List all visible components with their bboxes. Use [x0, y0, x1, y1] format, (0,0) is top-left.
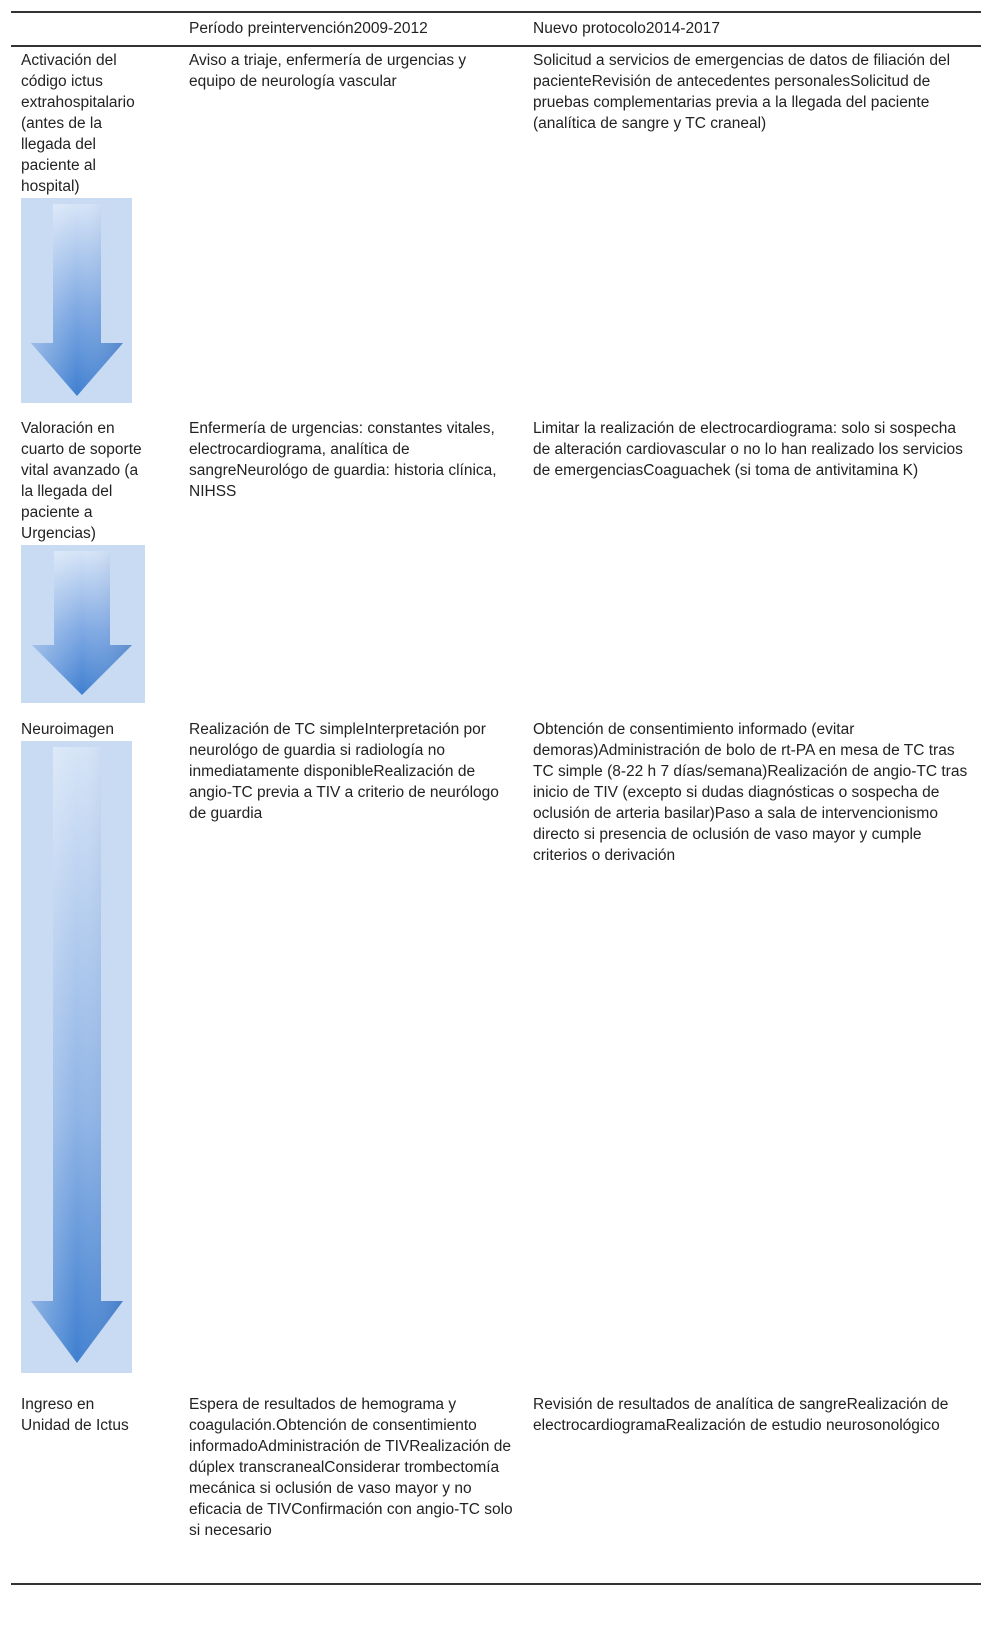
table-row [11, 415, 981, 716]
stage-cell [11, 46, 179, 415]
table-body [11, 46, 981, 1584]
new-protocol-cell: Obtención de consentimiento informado (evitar demoras)Administración de bolo de rt-PA en mesa de TC tras TC simple (8-22 h 7 días/semana)Realización de angio-TC tras inicio de TIV (excepto si dudas diagnósticas o sospecha de oclusión de arteria basilar)Paso a sala de intervencionismo directo si presencia de oclusión de vaso mayor y cumple criterios o derivación [533, 721, 968, 864]
header-preintervention: Período preintervención2009-2012 [189, 20, 428, 37]
new-protocol-cell: Revisión de resultados de analítica de sangreRealización de electrocardiogramaRealización de estudio neurosonológico [533, 1396, 949, 1434]
stage-cell [11, 415, 179, 716]
table-row [11, 46, 981, 415]
preintervention-cell: Enfermería de urgencias: constantes vitales, electrocardiograma, analítica de sangreNeurológo de guardia: historia clínica, NIHSS [189, 420, 497, 500]
preintervention-cell: Aviso a triaje, enfermería de urgencias y equipo de neurología vascular [189, 52, 467, 90]
preintervention-cell: Espera de resultados de hemograma y coagulación.Obtención de consentimiento informadoAdministración de TIVRealización de dúplex transcranealConsiderar trombectomía mecánica si oclusión de vaso mayor y no eficacia de TIVConfirmación con angio-TC solo si necesario [189, 1396, 513, 1539]
table-header [11, 12, 981, 46]
down-arrow-icon [21, 545, 145, 703]
preintervention-cell: Realización de TC simpleInterpretación por neurológo de guardia si radiología no inmediatamente disponibleRealización de angio-TC previa a TIV a criterio de neurólogo de guardia [189, 721, 499, 822]
protocol-table-container [11, 11, 981, 1585]
table-row [11, 1391, 981, 1584]
new-protocol-cell: Solicitud a servicios de emergencias de datos de filiación del pacienteRevisión de antecedentes personalesSolicitud de pruebas complementarias previa a la llegada del paciente (analítica de sangre y TC craneal) [533, 52, 951, 132]
protocol-comparison-table [11, 11, 981, 1585]
stage-label: Ingreso en Unidad de Ictus [21, 1396, 129, 1434]
stage-cell [11, 716, 179, 1391]
table-row [11, 716, 981, 1391]
stage-label: Valoración en cuarto de soporte vital avanzado (a la llegada del paciente a Urgencias) [21, 420, 142, 542]
stage-label: Activación del código ictus extrahospitalario (antes de la llegada del paciente al hospital) [21, 52, 135, 195]
stage-label: Neuroimagen [21, 721, 115, 738]
down-arrow-icon [21, 741, 132, 1373]
stage-cell [11, 1391, 179, 1584]
header-stage [11, 12, 179, 46]
down-arrow-icon [21, 198, 132, 403]
new-protocol-cell: Limitar la realización de electrocardiograma: solo si sospecha de alteración cardiovascular o no lo han realizado los servicios de emergenciasCoaguachek (si toma de antivitamina K) [533, 420, 963, 479]
header-row [11, 12, 981, 46]
header-new-protocol: Nuevo protocolo2014-2017 [533, 20, 720, 37]
